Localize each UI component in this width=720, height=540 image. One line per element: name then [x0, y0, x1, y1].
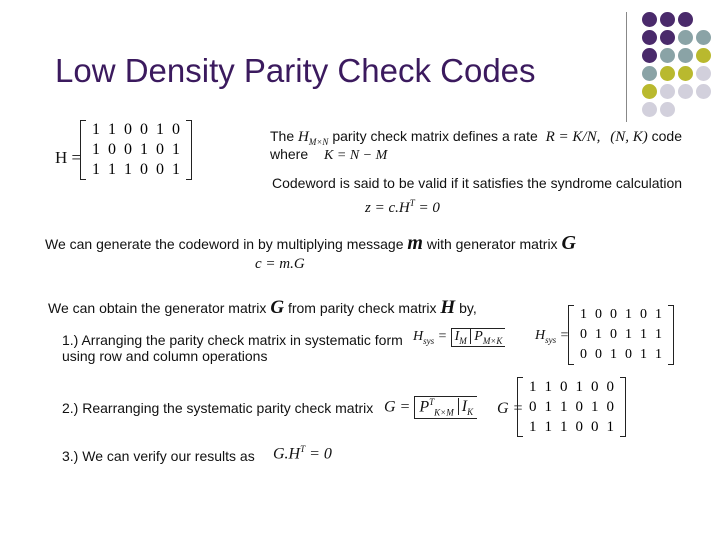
h-matrix-row [88, 160, 184, 180]
decor-dot [660, 30, 675, 45]
h-matrix-cell: 1 [172, 141, 180, 158]
hsys-matrix-cell: 1 [655, 327, 662, 342]
hsys-formula: $H_{sys} = I_M$ $P_{M\times K}$ [413, 328, 505, 347]
decor-dot [696, 48, 711, 63]
decor-dot [678, 66, 693, 81]
hsys-matrix-cell: 1 [655, 347, 662, 362]
decor-dot [660, 12, 675, 27]
slide-title: Low Density Parity Check Codes [55, 52, 536, 89]
decor-dot [678, 12, 693, 27]
h-matrix-cell: 0 [172, 121, 180, 138]
h-matrix [80, 120, 192, 180]
g-symbol: G [561, 232, 576, 254]
hsys-matrix-cell: 1 [625, 327, 632, 342]
decor-dot [642, 12, 657, 27]
h-matrix-cell: 1 [92, 121, 100, 138]
g-matrix-cell: 0 [575, 399, 583, 415]
h-matrix-row [88, 120, 184, 140]
step1-line1: 1.) Arranging the parity check matrix in systematic form [62, 332, 403, 348]
g-formula: $G = P^T_{K\times M}$ $I_K$ [384, 396, 477, 419]
g-matrix-cell: 0 [575, 419, 583, 435]
h-matrix-cell: 1 [124, 161, 132, 178]
h-matrix-cell: 1 [92, 161, 100, 178]
decor-dot [660, 48, 675, 63]
g-matrix-row [525, 377, 618, 397]
g-matrix-cell: 1 [544, 419, 552, 435]
g-label: G = [497, 400, 524, 417]
generate-line: We can generate the codeword in by multiplying message m with generator matrix G [45, 232, 576, 254]
hsys-matrix-cell: 1 [625, 307, 632, 322]
h-matrix-cell: 0 [140, 161, 148, 178]
h-mn-symbol: $H_{M\times N}$ [298, 129, 329, 147]
hsys-matrix-row [576, 325, 666, 345]
h-matrix-cell: 1 [92, 141, 100, 158]
h-matrix-cell: 1 [156, 121, 164, 138]
step1-line2: using row and column operations [62, 348, 268, 364]
syndrome-equation: $z = c.H^T = 0$ [365, 198, 440, 216]
hsys-matrix-cell: 0 [625, 347, 632, 362]
decor-dot [660, 102, 675, 117]
decor-dot [678, 30, 693, 45]
decor-dot [660, 66, 675, 81]
g-matrix-cell: 1 [591, 399, 599, 415]
verify-equation: $G.H^T = 0$ [273, 444, 332, 463]
g-matrix-cell: 0 [529, 399, 537, 415]
g-matrix-cell: 1 [544, 399, 552, 415]
g-matrix-cell: 0 [606, 379, 614, 395]
step2-text: 2.) Rearranging the systematic parity check matrix [62, 400, 374, 416]
decor-vertical-line [626, 12, 627, 122]
h-matrix-cell: 0 [156, 141, 164, 158]
g-matrix-cell: 1 [575, 379, 583, 395]
hsys-matrix-cell: 0 [580, 347, 587, 362]
hsys-matrix-cell: 0 [640, 307, 647, 322]
g-matrix-cell: 1 [560, 399, 568, 415]
h-matrix-row [88, 140, 184, 160]
g-matrix-cell: 1 [544, 379, 552, 395]
h-matrix-cell: 1 [172, 161, 180, 178]
hsys-matrix-cell: 1 [580, 307, 587, 322]
g-matrix-cell: 1 [606, 419, 614, 435]
hsys-matrix-cell: 0 [595, 347, 602, 362]
decor-dot [696, 66, 711, 81]
h-matrix-cell: 0 [108, 141, 116, 158]
definition-line: The $H_{M\times N}$ parity check matrix defines a rate R = K/N, (N, K) code [270, 128, 682, 147]
h-matrix-cell: 1 [108, 121, 116, 138]
h-matrix-cell: 0 [124, 121, 132, 138]
k-equation: K = N − M [324, 148, 388, 163]
m-symbol: m [407, 232, 423, 254]
hsys-matrix-cell: 1 [595, 327, 602, 342]
decor-dot [696, 84, 711, 99]
decor-dot [642, 30, 657, 45]
h-matrix-cell: 0 [124, 141, 132, 158]
decor-dot [642, 84, 657, 99]
g-matrix-cell: 1 [560, 419, 568, 435]
hsys-matrix-row [576, 305, 666, 325]
hsys-label: $H_{sys}$ = [535, 328, 570, 345]
hsys-matrix-cell: 0 [595, 307, 602, 322]
hsys-matrix-cell: 1 [640, 347, 647, 362]
h-symbol: H [440, 297, 456, 318]
where-line: where K = N − M [270, 146, 388, 163]
g-matrix-cell: 1 [529, 379, 537, 395]
hsys-matrix-cell: 0 [610, 327, 617, 342]
decor-dot [642, 102, 657, 117]
g-matrix-cell: 0 [560, 379, 568, 395]
g-matrix-row [525, 417, 618, 437]
g-matrix-row [525, 397, 618, 417]
codeword-equation: c = m.G [255, 256, 305, 272]
code-params: (N, K) [610, 129, 648, 145]
hsys-matrix-cell: 1 [655, 307, 662, 322]
decor-dot [678, 48, 693, 63]
decor-dot [660, 84, 675, 99]
h-matrix-cell: 0 [140, 121, 148, 138]
g-matrix-cell: 0 [591, 419, 599, 435]
hsys-matrix [568, 305, 674, 365]
decor-dot [642, 48, 657, 63]
codeword-text: Codeword is said to be valid if it satisfies the syndrome calculation [272, 175, 683, 191]
hsys-matrix-cell: 1 [610, 347, 617, 362]
g-matrix-cell: 0 [606, 399, 614, 415]
h-matrix-label: H = [55, 148, 82, 167]
hsys-matrix-cell: 1 [640, 327, 647, 342]
decor-dot [642, 66, 657, 81]
h-matrix-cell: 1 [140, 141, 148, 158]
decor-dot [696, 30, 711, 45]
g-matrix [517, 377, 626, 437]
hsys-matrix-row [576, 345, 666, 365]
obtain-line: We can obtain the generator matrix G from parity check matrix H by, [48, 297, 477, 318]
g-matrix-cell: 1 [529, 419, 537, 435]
g-symbol-2: G [270, 297, 285, 318]
h-matrix-cell: 1 [108, 161, 116, 178]
decor-dot [678, 84, 693, 99]
step3-text: 3.) We can verify our results as [62, 448, 255, 464]
hsys-matrix-cell: 0 [580, 327, 587, 342]
rate-formula: R = K/N, [545, 129, 601, 145]
hsys-matrix-cell: 0 [610, 307, 617, 322]
g-matrix-cell: 0 [591, 379, 599, 395]
h-matrix-cell: 0 [156, 161, 164, 178]
